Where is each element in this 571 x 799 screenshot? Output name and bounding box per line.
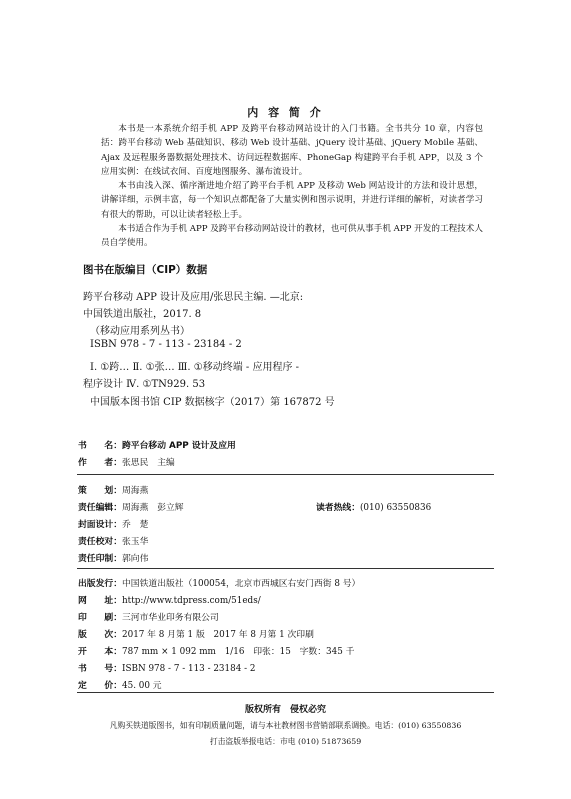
publication-row: 开 本：787 mm × 1 092 mm 1/16 印张：15 字数：345 千 [78, 647, 355, 657]
cip-heading: 图书在版编目（CIP）数据 [83, 264, 208, 276]
summary-paragraph: 本书是一本系统介绍手机 APP 及跨平台移动网站设计的入门书籍。全书共分 10 章，内容包括：跨平台移动 Web 基础知识、移动 Web 设计基础、jQuery 设计基础、jQuery Mobile 基础、Ajax 及远程服务器数据处理技术、访问远程数据库、PhoneGap 构建跨平台手机 APP，以及 3 个应用实例：在线试衣间、百度地图服务、瀑布流设计。 [101, 124, 483, 177]
summary-title: 内 容 简 介 [247, 106, 324, 119]
divider [77, 692, 494, 693]
book-title: 跨平台移动 APP 设计及应用 [122, 441, 236, 451]
publication-row: 印 刷：三河市华业印务有限公司 [78, 613, 219, 623]
cip-publisher-line: 中国铁道出版社，2017. 8 [83, 309, 202, 320]
staff-row: 责任印制：郭向伟 [78, 554, 149, 564]
publication-row: 出版发行：中国铁道出版社（100054，北京市西城区右安门西街 8 号） [78, 579, 361, 589]
cip-classification-line-2: 程序设计 Ⅳ. ①TN929. 53 [83, 379, 206, 390]
divider [77, 474, 494, 475]
staff-row: 封面设计：乔 楚 [78, 520, 149, 530]
book-author-label: 作 者： [78, 458, 122, 468]
publication-row: 书 号：ISBN 978 - 7 - 113 - 23184 - 2 [78, 664, 256, 674]
cip-classification-line: Ⅰ. ①跨… Ⅱ. ①张… Ⅲ. ①移动终端 - 应用程序 - [90, 362, 300, 373]
book-author-row [78, 455, 175, 468]
book-title-label: 书 名： [78, 441, 122, 451]
cip-number-line: 中国版本图书馆 CIP 数据核字（2017）第 167872 号 [90, 397, 335, 408]
summary-paragraph: 本书由浅入深、循序渐进地介绍了跨平台手机 APP 及移动 Web 网站设计的方法和设计思想，讲解详细，示例丰富，每一个知识点都配备了大量实例和图示说明，并进行详细的解析，对读者学习有很大的帮助，可以让读者轻松上手。 [101, 181, 483, 220]
summary-paragraph: 本书适合作为手机 APP 及跨平台移动网站设计的教材，也可供从事手机 APP 开发的工程技术人员自学使用。 [101, 224, 483, 249]
rights-notice: 版权所有 侵权必究 [244, 705, 326, 715]
publisher-url: http://www.tdpress.com/51eds/ [122, 596, 261, 606]
replacement-notice: 凡购买铁道版图书，如有印制质量问题，请与本社教材图书营销部联系调换。电话：(010) 63550836 [109, 721, 462, 730]
cip-title-line: 跨平台移动 APP 设计及应用/张思民主编. —北京: [83, 292, 304, 303]
publication-row: 定 价：45. 00 元 [78, 681, 162, 691]
summary-body [101, 122, 483, 251]
publication-row: 网 址：http://www.tdpress.com/51eds/ [78, 596, 261, 606]
staff-row: 责任校对：张玉华 [78, 537, 149, 547]
staff-row: 责任编辑：周海燕 彭立辉 [78, 503, 184, 513]
publication-row: 版 次：2017 年 8 月第 1 版 2017 年 8 月第 1 次印刷 [78, 630, 314, 640]
book-title-row [78, 438, 236, 451]
staff-row: 策 划：周海燕 [78, 486, 149, 496]
cip-isbn-line: ISBN 978 - 7 - 113 - 23184 - 2 [90, 339, 242, 350]
reader-hotline: 读者热线：(010) 63550836 [316, 503, 432, 513]
piracy-report-phone: 打击盗版举报电话：市电 (010) 51873659 [209, 737, 362, 746]
cip-series-line: （移动应用系列丛书） [90, 326, 190, 337]
divider [77, 568, 494, 569]
book-author: 张思民 主编 [122, 458, 175, 468]
